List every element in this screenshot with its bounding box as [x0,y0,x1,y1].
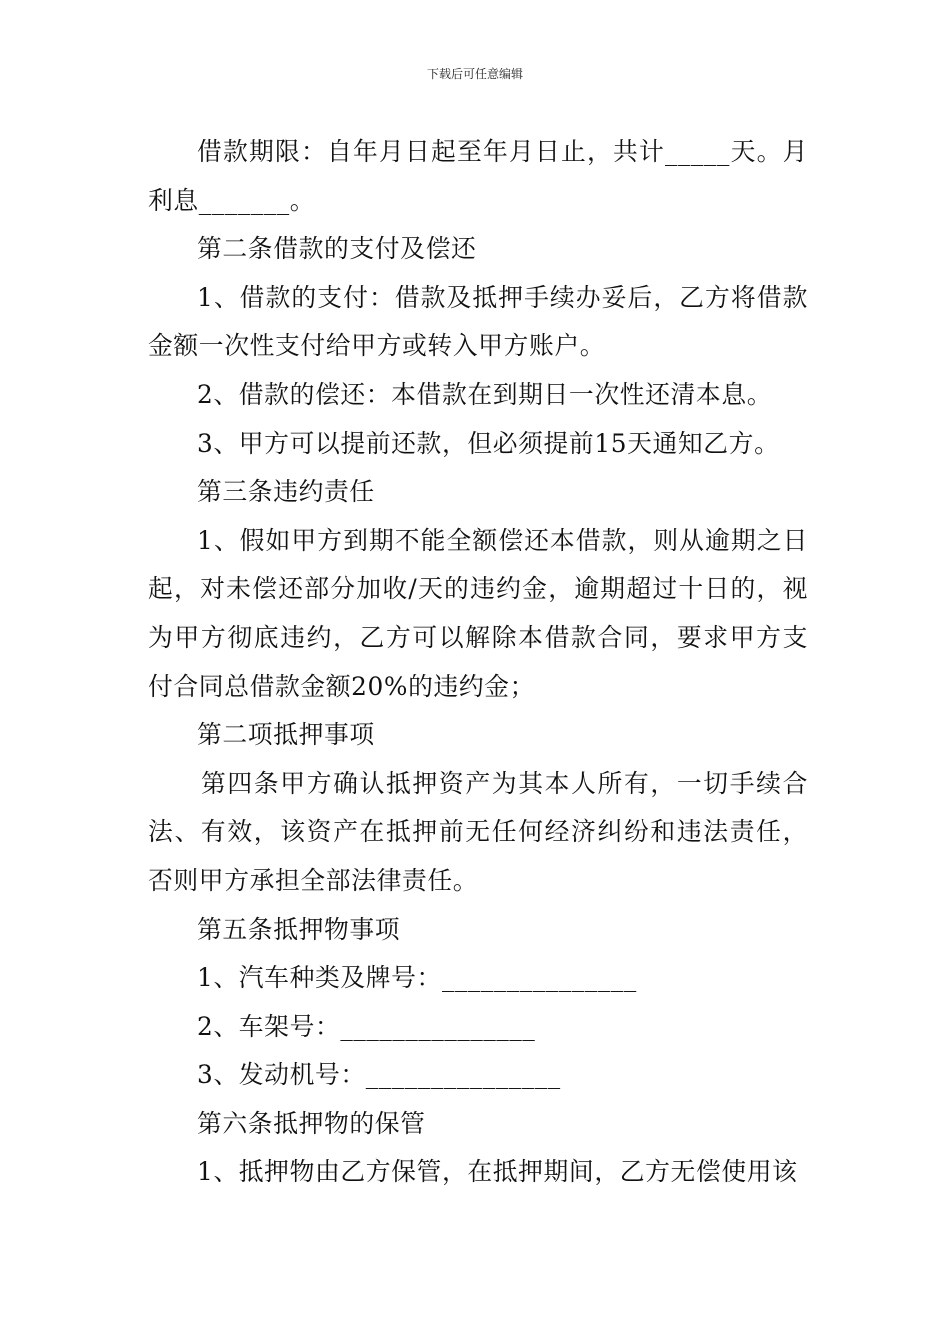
article-2-heading: 第二条借款的支付及偿还 [197,234,477,264]
document-body [148,128,808,1197]
page-header: 下载后可任意编辑 [426,67,523,81]
article-6-heading: 第六条抵押物的保管 [197,1108,426,1138]
section-2-heading: 第二项抵押事项 [197,720,375,750]
article-5-item-1: 1、汽车种类及牌号：_______________ [197,963,637,993]
article-3-item-1: 1、假如甲方到期不能全额偿还本借款，则从逾期之日起，对未偿还部分加收/天的违约金，逾期超过十日的，视为甲方彻底违约，乙方可以解除本借款合同，要求甲方支付合同总借款金额20%的违约金； [148,525,808,701]
loan-term-paragraph: 借款期限：自年月日起至年月日止，共计_____天。月利息_______。 [148,137,808,215]
article-2-item-3: 3、甲方可以提前还款，但必须提前15天通知乙方。 [197,428,780,458]
article-6-item-1: 1、抵押物由乙方保管，在抵押期间，乙方无偿使用该 [197,1157,798,1187]
article-2-item-1: 1、借款的支付：借款及抵押手续办妥后，乙方将借款金额一次性支付给甲方或转入甲方账户。 [148,282,808,361]
article-5-item-2: 2、车架号：_______________ [197,1011,536,1041]
article-5-heading: 第五条抵押物事项 [197,914,401,944]
article-2-item-2: 2、借款的偿还：本借款在到期日一次性还清本息。 [197,379,773,409]
article-3-heading: 第三条违约责任 [197,477,375,507]
article-5-item-3: 3、发动机号：_______________ [197,1060,561,1090]
article-4-paragraph: 第四条甲方确认抵押资产为其本人所有，一切手续合法、有效，该资产在抵押前无任何经济纠纷和违法责任，否则甲方承担全部法律责任。 [148,768,808,895]
